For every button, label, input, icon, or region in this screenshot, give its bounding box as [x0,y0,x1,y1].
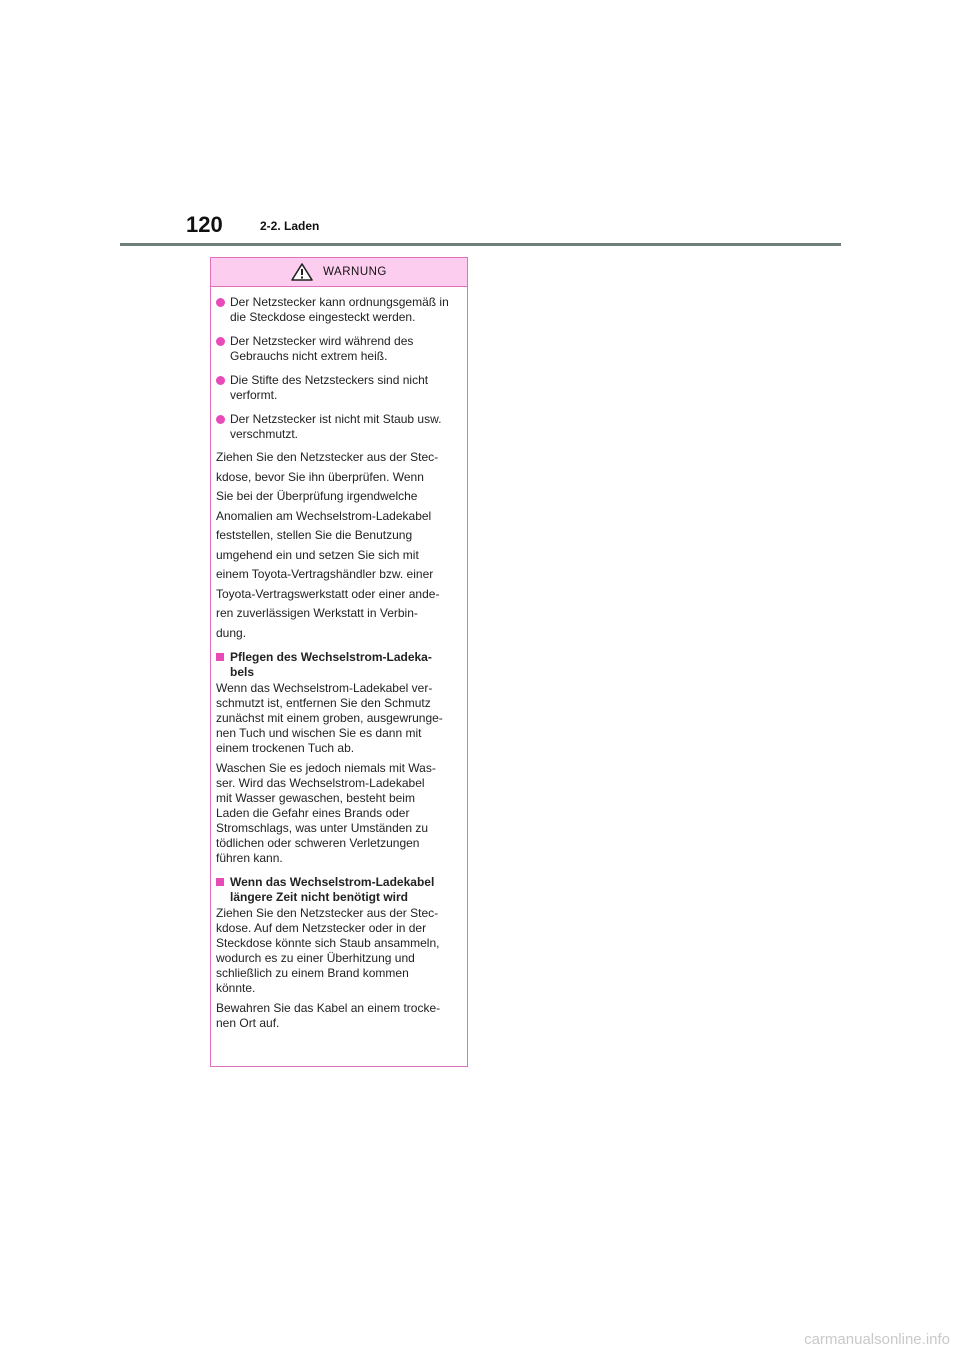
text-line: nen Ort auf. [216,1016,280,1030]
text-line: schmutzt ist, entfernen Sie den Schmutz [216,696,431,710]
text-line: führen kann. [216,851,283,865]
text-line: Sie bei der Überprüfung irgendwelche [216,489,418,503]
bullet-text: Der Netzstecker wird während des Gebrauchs nicht extrem heiß. [230,334,414,363]
unused-paragraph-2 [216,1001,462,1031]
bullet-dot-icon [216,376,225,385]
text-line: Anomalien am Wechselstrom-Ladekabel [216,508,432,523]
bullet-dot-icon [216,415,225,424]
bullet-dot-icon [216,337,225,346]
text-line: Ziehen Sie den Netzstecker aus der Stec- [216,906,439,920]
text-line: Stromschlags, was unter Umständen zu [216,821,429,835]
text-line: umgehend ein und setzen Sie sich mit [216,547,419,562]
text-line: Waschen Sie es jedoch niemals mit Was- [216,761,436,775]
text-line: längere Zeit nicht benötigt wird [230,890,409,904]
section-title: 2-2. Laden [260,219,320,233]
text-line: Wenn das Wechselstrom-Ladekabel ver- [216,681,433,695]
text-line: wodurch es zu einer Überhitzung und [216,951,415,965]
care-heading-text [230,650,462,680]
unused-heading [216,875,462,905]
text-line: Pflegen des Wechselstrom-Ladeka- [230,650,432,664]
text-line: mit Wasser gewaschen, besteht beim [216,791,415,805]
watermark: carmanualsonline.info [804,1331,950,1348]
text-line: tödlichen oder schweren Verletzungen [216,836,420,850]
text-line: Laden die Gefahr eines Brands oder [216,806,410,820]
text-line: kdose. Auf dem Netzstecker oder in der [216,921,427,935]
warning-header [211,258,467,287]
bullet-text: Die Stifte des Netzsteckers sind nicht verformt. [230,373,429,402]
bullet-item [216,334,462,364]
text-line: Bewahren Sie das Kabel an einem trocke- [216,1001,441,1015]
text-line: einem Toyota-Vertragshändler bzw. einer [216,567,434,581]
text-line: ren zuverlässigen Werkstatt in Verbin- [216,606,418,620]
bullet-item [216,373,462,403]
bullet-item [216,295,462,325]
bullet-dot-icon [216,298,225,307]
page-number: 120 [186,212,223,237]
warning-body [211,287,467,1031]
text-line: zunächst mit einem groben, ausgewrunge- [216,711,443,725]
unused-heading-text [230,875,462,905]
square-bullet-icon [216,878,224,886]
bullet-text: Der Netzstecker ist nicht mit Staub usw. verschmutzt. [230,412,442,441]
text-line: ser. Wird das Wechselstrom-Ladekabel [216,776,425,790]
unused-paragraph-1 [216,906,462,996]
text-line: Wenn das Wechselstrom-Ladekabel [230,875,435,889]
text-line: nen Tuch und wischen Sie es dann mit [216,726,422,740]
warning-title: WARNUNG [323,266,387,278]
square-bullet-icon [216,653,224,661]
text-line: Steckdose könnte sich Staub ansammeln, [216,936,440,950]
text-line: einem trockenen Tuch ab. [216,741,355,755]
bullet-item [216,412,462,442]
care-paragraph-1 [216,681,462,756]
care-heading [216,650,462,680]
care-paragraph-2 [216,761,462,866]
warning-triangle-icon [291,263,313,281]
text-line: Toyota-Vertragswerkstatt oder einer ande- [216,586,440,601]
header-rule [120,243,841,246]
text-line: schließlich zu einem Brand kommen [216,966,409,980]
text-line: könnte. [216,981,256,995]
text-line: kdose, bevor Sie ihn überprüfen. Wenn [216,469,424,484]
text-line: bels [230,665,255,679]
warning-box [210,257,468,1067]
text-line: dung. [216,625,247,640]
bullet-text: Der Netzstecker kann ordnungsgemäß in die Steckdose eingesteckt werden. [230,295,449,324]
text-line: Ziehen Sie den Netzstecker aus der Stec- [216,450,439,464]
text-line: feststellen, stellen Sie die Benutzung [216,528,413,542]
check-paragraph [216,448,462,643]
